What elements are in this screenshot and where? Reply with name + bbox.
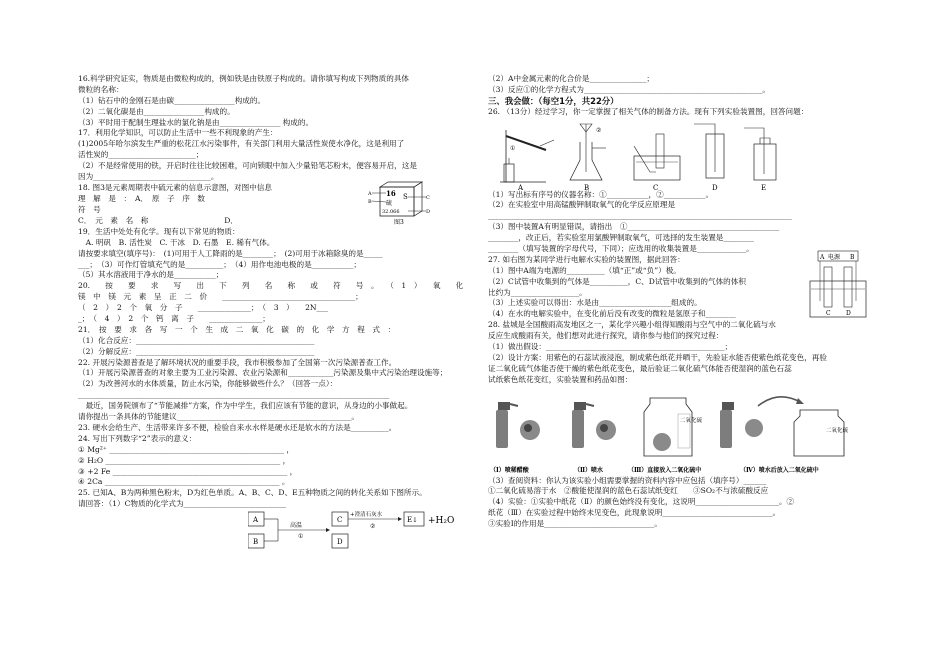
box-b: B	[253, 538, 259, 547]
text-line: _； （ 4 ） 2 个 钙 离 子 ______________；	[78, 314, 270, 324]
text-line: 符 号	[78, 204, 101, 214]
tube-d: D	[846, 309, 851, 317]
acid-rain-experiment-figure	[488, 388, 868, 476]
jar-gas-label	[680, 416, 703, 424]
text-line: 活性炭的_______________________；	[78, 150, 204, 160]
text-line: 试纸紫色纸花变红，实验装置和药品如图：	[488, 374, 633, 384]
caption-1: （Ⅰ）喷稀醋酸	[490, 466, 529, 474]
text-line: 21． 按 要 求 各 写 一 个 生 成 二 氧 化 碳 的 化 学 方 程 式 ：	[78, 324, 396, 334]
text-line: ________，改正后，若实验室用氯酸钾制取氧气，可选择的发生装置是________	[488, 233, 754, 243]
text-line: 请回答：（1）C物质的化学式为___________________________	[78, 499, 287, 509]
jar-gas-text: 二氧化硫	[680, 417, 703, 424]
text-line: 请按要求填空(填序号)： (1)可用于人工降雨的是________； (2)可用于冰箱除臭的是_____	[78, 248, 383, 258]
reagent-limewater: +澄清石灰水	[350, 512, 383, 519]
text-line: （2）不是经常使用的铁，开启时往往比较困难，可向锁眼中加入少量铅笔芯粉末，便容易开启，这是	[78, 161, 417, 171]
gas-apparatus-figure	[494, 120, 824, 190]
label-b: B	[584, 183, 590, 190]
text-line: 比约为__________________。	[488, 287, 587, 297]
text-line: 16.科学研究证实，物质是由微粒构成的，例如铁是由铁原子构成的。请你填写构成下列物质的具体	[78, 74, 410, 83]
text-line: （3）平时用于配制生理盐水的氯化钠是由________________ 构成的。	[78, 117, 314, 127]
right-column	[488, 74, 880, 530]
text-line: ①二氧化硫易溶于水 ②酸能使湿润的蓝色石蕊试纸变红 ③SO₂不与浓硫酸反应	[488, 486, 769, 496]
label-c: C	[426, 194, 430, 201]
q24-item: ① Mg²⁺ ______________________________________________ ，	[78, 444, 295, 454]
question-25-continued	[488, 74, 880, 96]
question-28	[488, 320, 880, 385]
text-line: （3）反应①的化学方程式为_______________________________________________。	[488, 84, 771, 94]
end-b: B	[850, 253, 855, 261]
text-line: ________________________________________________________________________________	[488, 211, 792, 221]
label-a: A	[518, 183, 524, 190]
text-line: （1）写出标有序号的仪器名称：①___________，②___________。	[488, 189, 714, 199]
mark-2: ②	[596, 126, 602, 134]
text-line: 26. （13分）经过学习，你一定掌握了相关气体的制备方法。现有下列实验装置图，回答问题：	[488, 106, 809, 116]
conversion-diagram	[248, 510, 488, 552]
mark-1: ①	[298, 533, 304, 541]
text-line: （2）二氧化碳是由________________构成的。	[78, 106, 235, 116]
text-line: 请你提出一条具体的节能建议______________________________________________。	[78, 412, 359, 422]
text-line: ________（填写装置的字母代号，下同）；应选用的收集装置是_____________。	[488, 244, 754, 254]
atomic-mass: 32.066	[382, 208, 400, 215]
q24-item: ③ +2 Fe ______________________________________________ ，	[78, 466, 298, 476]
text-line: （4）在水的电解实验中，在变化前后没有改变的微粒是氢原子和________	[488, 309, 736, 319]
text-line: （1）图中A端为电源的__________（填“正”或“负”）极。	[488, 265, 681, 275]
element-symbol: S	[403, 192, 408, 201]
condition-high-temp: 高温	[290, 522, 303, 530]
atomic-number: 16	[386, 188, 396, 198]
text-line: 最近，国务院颁布了“节能减排”方案，作为中学生，我们应该有节能的意识，从身边的小事做起。	[78, 401, 413, 411]
q24-item: ④ 2Ca ______________________________________________ 。	[78, 477, 290, 487]
text-line: （1）开展污染源普查的对象主要为工业污染源、农业污染源和____________污染源及集中式污染治理设施等；	[78, 368, 448, 378]
text-line: 24. 写出下列数字“2”表示的意义：	[78, 433, 197, 443]
text-line: （3）上述实验可以得出：水是由___________________组成的。	[488, 298, 702, 308]
text-line: （5）其水溶液用于净水的是___________；	[78, 270, 224, 280]
text-line: 28. 盐城是全国酸雨高发地区之一，某化学兴趣小组得知酸雨与空气中的二氧化硫与水	[488, 320, 776, 330]
jar-gas-label-2: 二氧化硫	[826, 427, 849, 434]
text-line: 镁 中 镁 元 素 呈 正 二 价 ___________________________________；	[78, 292, 363, 302]
text-line: (1)2005年哈尔滨发生严重的松花江水污染事件，有关部门利用大量活性炭使水净化，这是利用了	[78, 139, 405, 149]
end-a: A	[820, 253, 825, 261]
text-line: （2）分解反应：_______________________________________________	[78, 346, 315, 356]
text-line: （1）化合反应：_______________________________________________	[78, 335, 315, 345]
text-line: （ 2 ） 2 个 氧 分 子 ______________； （ 3 ） 2N___	[78, 303, 328, 313]
section-heading: 三、我会做：（每空1分，共22分）	[488, 95, 619, 106]
plus-water: +H₂O	[428, 516, 455, 527]
electrolysis-figure	[806, 249, 872, 321]
text-line: （2）在实验室中用高锰酸钾制取氧气的化学反应原理是	[488, 200, 676, 210]
tube-c: C	[826, 309, 831, 317]
text-line: 微粒的名称：	[78, 84, 124, 94]
left-column	[78, 74, 466, 552]
question-24-items	[78, 445, 466, 489]
q24-item: ② H₂O ______________________________________________ ，	[78, 455, 291, 465]
questions-16-17	[78, 74, 466, 183]
text-line: （2）设计方案：用紫色的石蕊试液浸泡，制成紫色纸花并晒干，先验证水能否使紫色纸花变色，再验	[488, 352, 827, 362]
text-line: A. 明矾 B. 活性炭 C. 干冰 D. 石墨 E. 稀有气体。	[78, 237, 275, 247]
label-e: E	[761, 183, 767, 190]
text-line: （2）为改善河水的水体质量，防止水污染，你能够做些什么？（回答一点）：	[78, 379, 338, 389]
element-name: 硫	[386, 199, 393, 207]
text-line: 25. 已知A、B为两种黑色粉末，D为红色单质。A、B、C、D、E五种物质之间的转化关系如下图所示。	[78, 488, 427, 498]
caption-3: （Ⅲ）直接放入二氧化硫中	[628, 466, 702, 474]
text-line: （2）C试管中收集到的气体是__________，C、D试管中收集到的气体的体积	[488, 276, 746, 286]
text-line: ③实验Ⅰ的作用是_____________________________。	[488, 519, 662, 529]
text-line: ___； （3）可作灯管填充气的是__________； （4）用作电池电极的是___________；	[78, 259, 362, 269]
label-c: C	[653, 183, 659, 190]
sulfur-element-card	[366, 181, 436, 225]
caption-2: （Ⅱ）喷水	[574, 466, 604, 474]
text-line: 因为_______________________________。	[78, 172, 219, 182]
question-26-parts	[488, 190, 880, 255]
mark-2: ②	[370, 523, 376, 531]
text-line: （3）查阅资料：你认为该实验小组需要掌握的资料内容中应包括（填序号）______	[488, 475, 767, 485]
question-28-parts	[488, 476, 880, 530]
question-18	[78, 183, 466, 227]
question-27	[488, 255, 880, 320]
text-line: 纸花（Ⅲ）在实验过程中始终未见变色，此现象说明_____________________________。	[488, 508, 781, 518]
text-line: C． 元 素 名 称 D．	[78, 215, 238, 225]
text-line: 22. 开展污染源普查是了解环境状况的重要手段，我市积极参加了全国第一次污染源普查工作。	[78, 357, 397, 367]
text-line: 20. 按 要 求 写 出 下 列 名 称 或 符 号 。 （ 1 ） 氧 化	[78, 281, 464, 291]
text-line: 证二氧化硫气体能否使干燥的紫色纸花变色，最后验证二氧化硫气体能否使湿润的蓝色石蕊	[488, 363, 792, 373]
mark-1: ①	[510, 144, 516, 152]
questions-19-24	[78, 227, 466, 445]
text-line: 反应生成酸雨有关，他们想对此进行探究，请你参与他们的探究过程：	[488, 331, 724, 341]
figure-caption: 图3	[394, 218, 404, 225]
text-line: 18. 图3是元素周期表中硫元素的信息示意图，对图中信息	[78, 182, 272, 192]
text-line: （1）钻石中的金刚石是由碳________________构成的。	[78, 95, 266, 105]
box-c: C	[337, 516, 343, 525]
text-line: 理 解 是 ： A． 原 子 序 数	[78, 193, 205, 203]
text-line: （1）做出假设：_______________________________________________；	[488, 342, 733, 352]
text-line: （3）图中装置A有明显错误，请指出 ①________________________________________	[488, 222, 780, 232]
label-d: D	[426, 208, 431, 215]
text-line: __________________________________________________________________________________	[78, 390, 390, 400]
text-line: 17．利用化学知识，可以防止生活中一些不利现象的产生：	[78, 128, 278, 138]
label-a: A	[368, 190, 372, 197]
text-line: 19．生活中处处有化学。现有以下常见的物质：	[78, 226, 240, 236]
text-line: 27. 如右图为某同学进行电解水实验的装置图，据此回答：	[488, 254, 685, 264]
caption-4: （Ⅳ）喷水后放入二氧化硫中	[740, 466, 819, 474]
label-b: B	[368, 198, 372, 205]
box-a: A	[253, 516, 259, 525]
box-d: D	[337, 538, 343, 547]
label-d: D	[712, 183, 718, 190]
box-e: E↓	[407, 516, 418, 525]
question-25	[78, 488, 466, 510]
power-supply-label: 电源	[828, 253, 841, 261]
text-line: （4）实验：①实验中纸花（Ⅱ）的颜色始终没有变化，这说明______________________。②	[488, 497, 795, 507]
text-line: （2）A中金属元素的化合价是_______________；	[488, 74, 654, 83]
question-26-intro	[488, 107, 880, 118]
text-line: 23. 硬水会给生产、生活带来许多不便，检验自来水水样是硬水还是软水的方法是__________。	[78, 422, 397, 432]
